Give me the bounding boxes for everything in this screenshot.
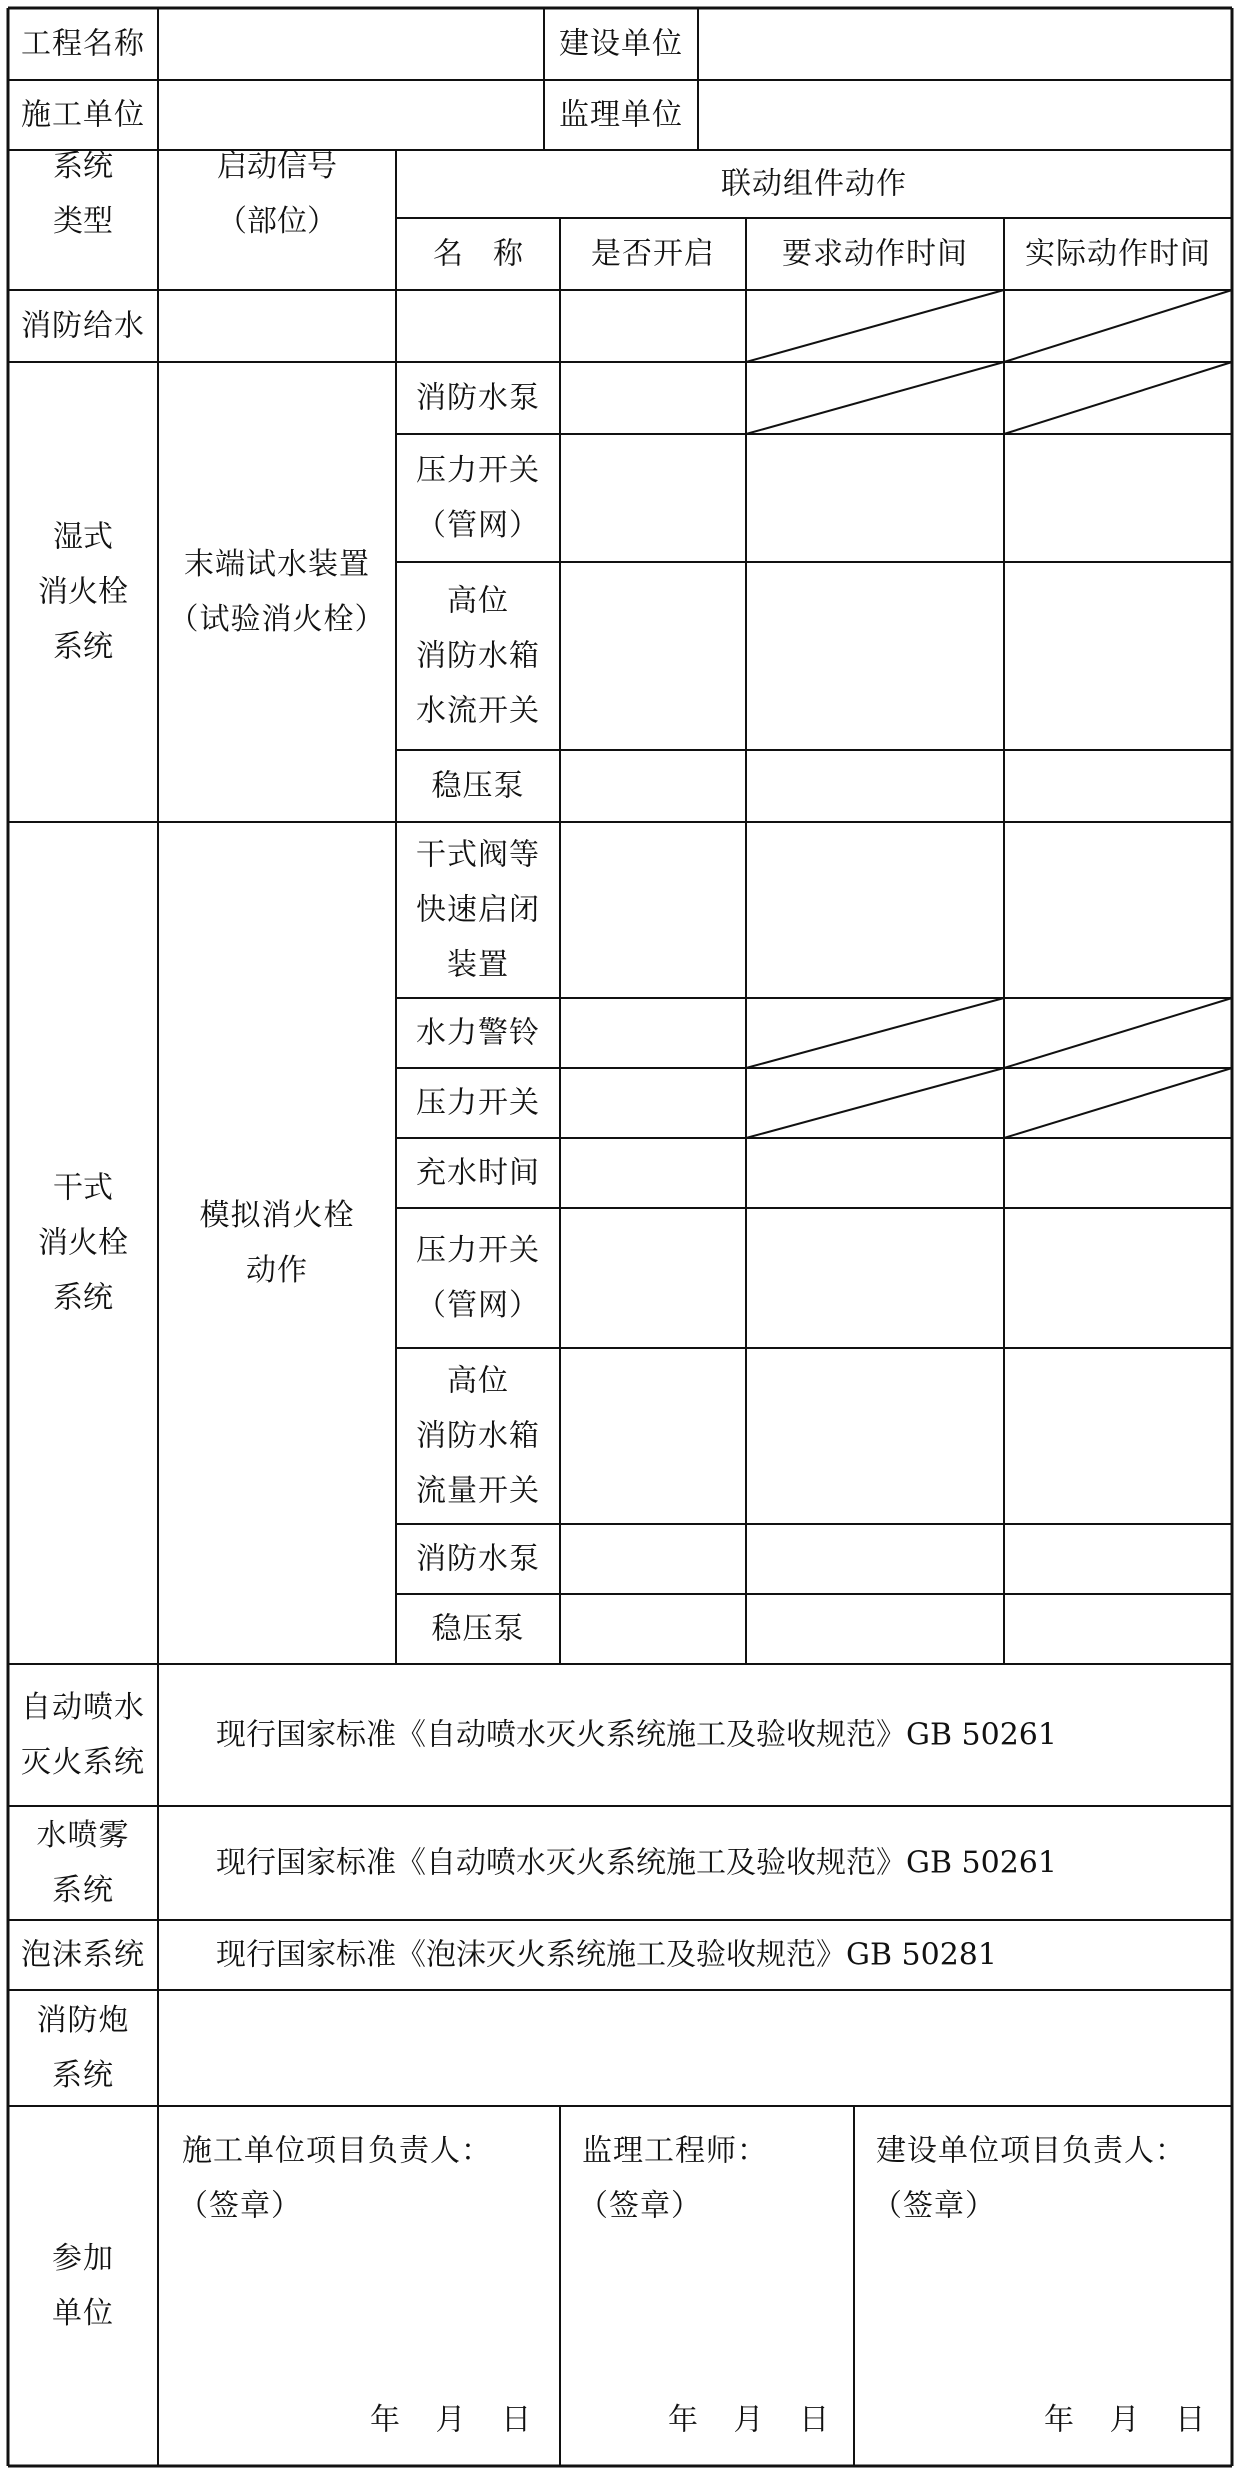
column-header-start-signal: 启动信号 （部位）: [217, 149, 337, 239]
construction-seal: （签章）: [178, 2188, 302, 2224]
builder-label: 建设单位: [559, 26, 683, 62]
component-name: 消防水泵: [416, 1541, 540, 1577]
component-name: 压力开关 （管网）: [416, 453, 540, 543]
wet-system-type: 湿式 消火栓 系统: [38, 519, 128, 665]
construction-date: 年 月 日: [370, 2402, 532, 2438]
component-name: 高位 消防水箱 流量开关: [416, 1363, 540, 1509]
construction-lead-label: 施工单位项目负责人：: [182, 2133, 492, 2169]
other-system-note: 现行国家标准《自动喷水灭火系统施工及验收规范》GB 50261: [216, 1845, 1057, 1881]
column-header-actual-time: 实际动作时间: [1025, 236, 1211, 272]
component-name: 压力开关 （管网）: [416, 1233, 540, 1323]
component-name: 充水时间: [416, 1155, 540, 1191]
other-system-note: 现行国家标准《自动喷水灭火系统施工及验收规范》GB 50261: [216, 1717, 1057, 1753]
supervisor-seal: （签章）: [578, 2188, 702, 2224]
column-header-linkage: 联动组件动作: [721, 166, 907, 202]
supervisor-label: 监理工程师：: [582, 2133, 768, 2169]
supervisor-date: 年 月 日: [668, 2402, 830, 2438]
column-header-required-time: 要求动作时间: [782, 236, 968, 272]
participants-label: 参加 单位: [52, 2241, 114, 2331]
component-name: 水力警铃: [416, 1015, 540, 1051]
component-name: 干式阀等 快速启闭 装置: [416, 837, 540, 983]
table-grid: [8, 8, 1232, 2466]
builder-lead-label: 建设单位项目负责人：: [876, 2133, 1186, 2169]
wet-system-signal: 末端试水装置 （试验消火栓）: [168, 547, 386, 637]
construction-unit-label: 施工单位: [21, 97, 145, 133]
supervision-unit-label: 监理单位: [559, 97, 683, 133]
component-name: 稳压泵: [431, 1611, 525, 1647]
component-name: 消防水泵: [416, 380, 540, 416]
acceptance-form-table: [8, 8, 1232, 2466]
other-system-name: 水喷雾 系统: [36, 1818, 130, 1908]
column-header-name: 名 称: [433, 236, 523, 272]
component-name: 稳压泵: [431, 768, 525, 804]
builder-seal: （签章）: [872, 2188, 996, 2224]
column-header-system-type: 系统 类型: [53, 149, 113, 239]
dry-system-signal: 模拟消火栓 动作: [199, 1198, 355, 1288]
fire-water-supply-label: 消防给水: [21, 308, 145, 344]
builder-date: 年 月 日: [1044, 2402, 1206, 2438]
other-system-note: 现行国家标准《泡沫灭火系统施工及验收规范》GB 50281: [216, 1937, 997, 1973]
dry-system-type: 干式 消火栓 系统: [38, 1170, 128, 1316]
component-name: 高位 消防水箱 水流开关: [416, 583, 540, 729]
project-name-label: 工程名称: [21, 26, 145, 62]
other-system-name: 泡沫系统: [21, 1937, 145, 1973]
other-system-name: 消防炮 系统: [36, 2003, 130, 2093]
component-name: 压力开关: [416, 1085, 540, 1121]
other-system-name: 自动喷水 灭火系统: [21, 1690, 145, 1780]
column-header-is-open: 是否开启: [591, 236, 715, 272]
